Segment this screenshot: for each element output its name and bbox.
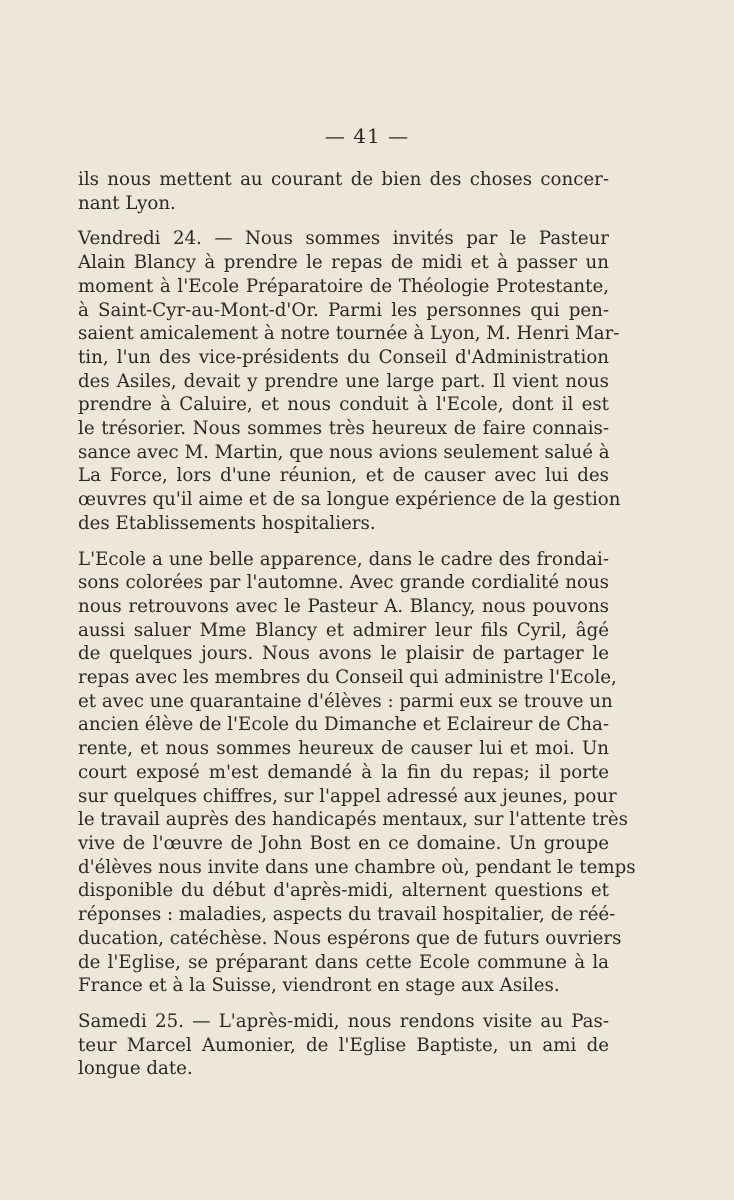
text-line: Samedi 25. — L'après-midi, nous rendons visite au Pas- (78, 1010, 609, 1032)
text-line: d'élèves nous invite dans une chambre où, pendant le temps (78, 856, 636, 878)
text-line: vive de l'œuvre de John Bost en ce domaine. Un groupe (78, 832, 609, 854)
text-line: le travail auprès des handicapés mentaux, sur l'attente très (78, 809, 628, 831)
text-line: à Saint-Cyr-au-Mont-d'Or. Parmi les personnes qui pen- (78, 299, 609, 321)
body-text (78, 168, 636, 1093)
text-line: de quelques jours. Nous avons le plaisir de partager le (78, 643, 609, 665)
text-line: longue date. (78, 1058, 193, 1080)
text-line: France et à la Suisse, viendront en stage aux Asiles. (78, 975, 560, 997)
text-line: de l'Eglise, se préparant dans cette Ecole commune à la (78, 951, 609, 973)
page-number: — 41 — (324, 124, 410, 148)
text-line: sons colorées par l'automne. Avec grande cordialité nous (78, 572, 609, 594)
text-line: réponses : maladies, aspects du travail hospitalier, de réé- (78, 904, 616, 926)
text-line: prendre à Caluire, et nous conduit à l'Ecole, dont il est (78, 394, 609, 416)
paragraph-2 (78, 227, 621, 535)
text-line: nant Lyon. (78, 192, 176, 214)
text-line: le trésorier. Nous sommes très heureux de faire connais- (78, 418, 609, 440)
text-line: teur Marcel Aumonier, de l'Eglise Baptiste, un ami de (78, 1034, 609, 1056)
text-line: moment à l'Ecole Préparatoire de Théologie Protestante, (78, 275, 609, 297)
text-line: sance avec M. Martin, que nous avions seulement salué à (78, 441, 610, 463)
text-line: et avec une quarantaine d'élèves : parmi eux se trouve un (78, 690, 613, 712)
text-line: rente, et nous sommes heureux de causer lui et moi. Un (78, 738, 609, 760)
text-line: tin, l'un des vice-présidents du Conseil d'Administration (78, 346, 609, 368)
text-line: œuvres qu'il aime et de sa longue expérience de la gestion (78, 489, 621, 511)
text-line: La Force, lors d'une réunion, et de causer avec lui des (78, 465, 609, 487)
text-line: saient amicalement à notre tournée à Lyon, M. Henri Mar- (78, 323, 620, 345)
text-line: nous retrouvons avec le Pasteur A. Blancy, nous pouvons (78, 595, 609, 617)
text-line: des Etablissements hospitaliers. (78, 512, 376, 534)
text-line: Alain Blancy à prendre le repas de midi et à passer un (78, 252, 609, 274)
text-line: repas avec les membres du Conseil qui administre l'Ecole, (78, 667, 617, 689)
text-line: sur quelques chiffres, sur l'appel adressé aux jeunes, pour (78, 785, 617, 807)
text-line: ducation, catéchèse. Nous espérons que de futurs ouvriers (78, 927, 622, 949)
text-line: L'Ecole a une belle apparence, dans le cadre des frondai- (78, 548, 609, 570)
text-line: Vendredi 24. — Nous sommes invités par le Pasteur (78, 228, 609, 250)
paragraph-4 (78, 1010, 609, 1081)
text-line: court exposé m'est demandé à la fin du repas; il porte (78, 761, 609, 783)
text-line: ils nous mettent au courant de bien des choses concer- (78, 169, 609, 190)
text-line: disponible du début d'après-midi, alternent questions et (78, 880, 609, 902)
text-line: ancien élève de l'Ecole du Dimanche et Eclaireur de Cha- (78, 714, 609, 736)
text-line: des Asiles, devait y prendre une large part. Il vient nous (78, 370, 609, 392)
paragraph-1 (78, 168, 609, 215)
text-line: aussi saluer Mme Blancy et admirer leur fils Cyril, âgé (78, 619, 609, 641)
paragraph-3 (78, 548, 636, 998)
